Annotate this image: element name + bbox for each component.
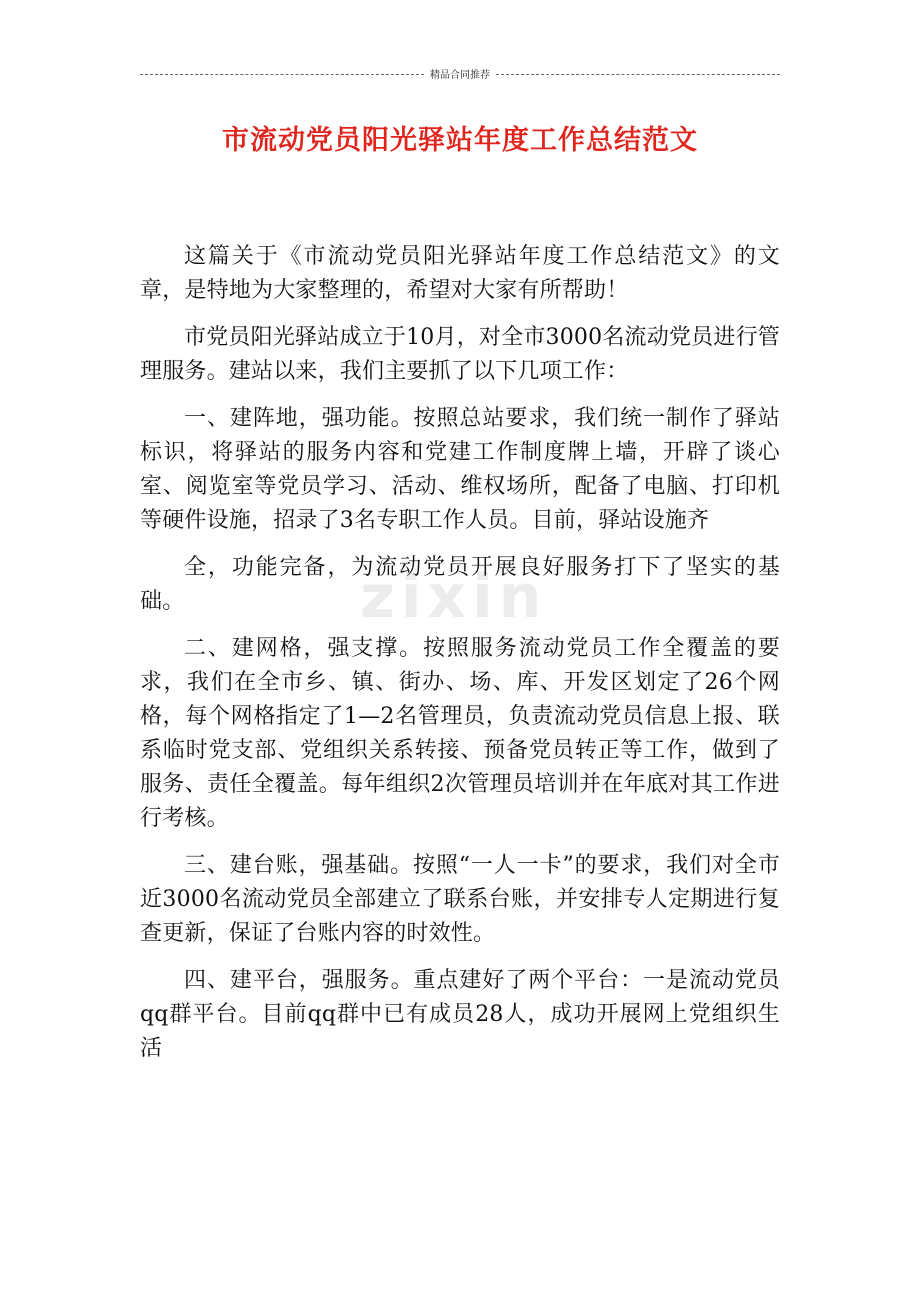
paragraph-section-3: 三、建台账，强基础。按照“一人一卡”的要求，我们对全市近3000名流动党员全部建立了联系台账，并安排专人定期进行复查更新，保证了台账内容的时效性。 [140, 853, 780, 946]
paragraph-section-1: 一、建阵地，强功能。按照总站要求，我们统一制作了驿站标识，将驿站的服务内容和党建工作制度牌上墙，开辟了谈心室、阅览室等党员学习、活动、维权场所，配备了电脑、打印机等硬件设施，招录了3名专职工作人员。目前，驿站设施齐 [140, 406, 780, 533]
document-body [140, 240, 780, 1079]
paragraph-overview: 市党员阳光驿站成立于10月，对全市3000名流动党员进行管理服务。建站以来，我们主要抓了以下几项工作： [140, 325, 780, 384]
paragraph-section-1-continued: 全，功能完备，为流动党员开展良好服务打下了坚实的基础。 [140, 555, 780, 614]
header-rule-left [140, 74, 424, 75]
paragraph-intro: 这篇关于《市流动党员阳光驿站年度工作总结范文》的文章，是特地为大家整理的，希望对大家有所帮助！ [140, 244, 780, 303]
header-rule-right [496, 74, 780, 75]
paragraph-section-4: 四、建平台，强服务。重点建好了两个平台：一是流动党员qq群平台。目前qq群中已有成员28人，成功开展网上党组织生活 [140, 968, 780, 1061]
watermark: zixin [360, 562, 548, 632]
paragraph-section-2: 二、建网格，强支撑。按照服务流动党员工作全覆盖的要求，我们在全市乡、镇、街办、场、库、开发区划定了26个网格，每个网格指定了1—2名管理员，负责流动党员信息上报、联系临时党支部、党组织关系转接、预备党员转正等工作，做到了服务、责任全覆盖。每年组织2次管理员培训并在年底对其工作进行考核。 [140, 636, 780, 831]
header-label: 精品合同推荐 [430, 69, 490, 81]
page-header [140, 64, 780, 82]
document-title: 市流动党员阳光驿站年度工作总结范文 [222, 125, 698, 156]
